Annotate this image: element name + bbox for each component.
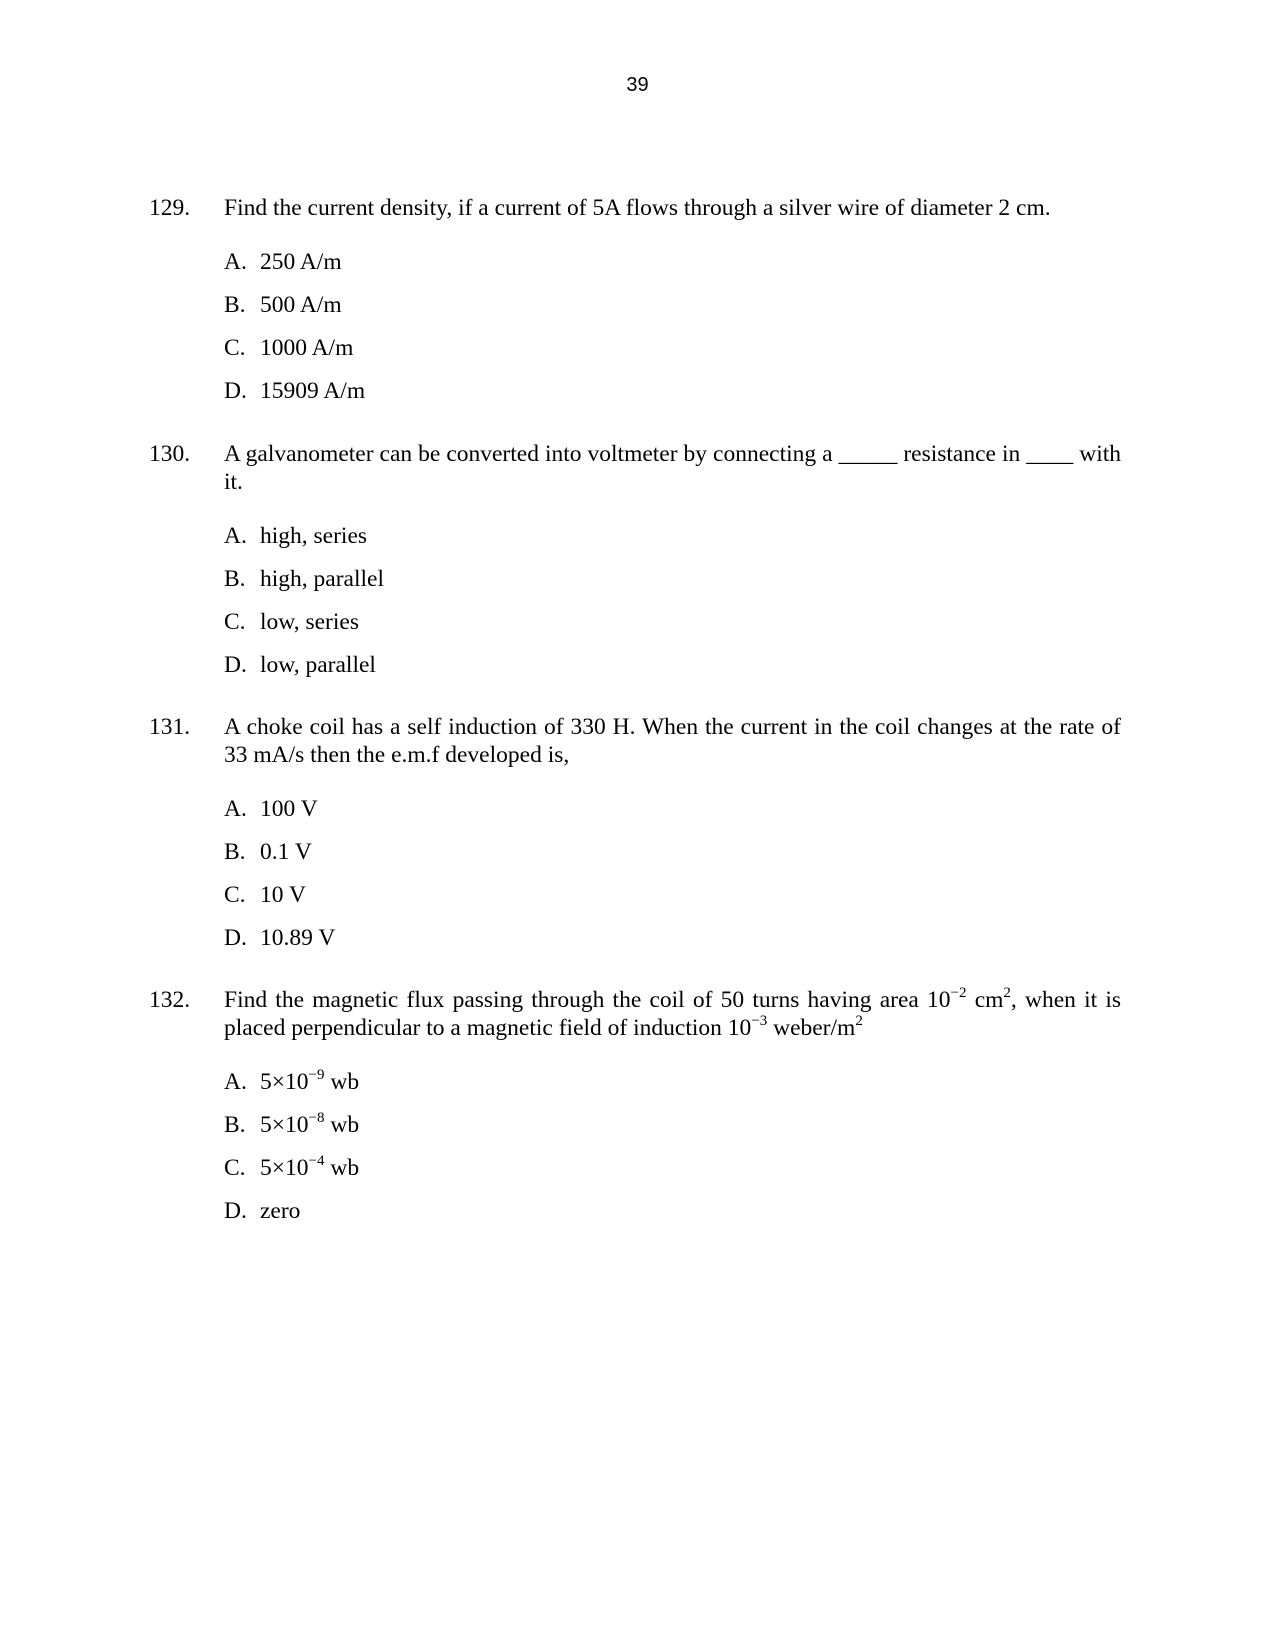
option-text: zero [260,1198,301,1224]
option-b [224,838,1121,881]
question-130 [149,440,1121,694]
option-letter: A. [224,1069,247,1095]
question-text: A galvanometer can be converted into voltmeter by connecting a _____ resistance in ____ with it. [224,441,1121,495]
option-text: 1000 A/m [260,335,354,361]
options-list [224,522,1121,694]
question-number: 132. [149,987,191,1013]
option-text: 500 A/m [260,292,342,318]
option-b [224,291,1121,334]
option-text: high, parallel [260,566,384,592]
option-letter: A. [224,796,247,822]
option-text: low, parallel [260,652,376,678]
option-text: $5\times 10^{-9}$ wb [260,1067,360,1095]
option-text: $5\times 10^{-8}$ wb [260,1110,360,1138]
option-letter: B. [224,839,246,865]
question-number: 129. [149,195,191,221]
question-132 [149,986,1121,1240]
option-letter: C. [224,335,246,361]
question-text: A choke coil has a self induction of 330 H. When the current in the coil changes at the rate of 33 mA/s then the e.m.f developed is, [224,714,1121,768]
option-c [224,881,1121,924]
option-letter: C. [224,882,246,908]
option-text: 250 A/m [260,249,342,275]
option-d [224,651,1121,694]
option-text: 0.1 V [260,839,312,865]
question-129 [149,194,1121,420]
option-letter: D. [224,925,247,951]
question-text: Find the magnetic flux passing through the coil of 50 turns having area $10^{-2}$ $cm^2$, when it is placed perpendicular to a magnetic field of induction $10^{-3}$ weber/$m^2$ [224,985,1121,1041]
question-number: 131. [149,714,191,740]
option-letter: C. [224,609,246,635]
option-b [224,1111,1121,1154]
question-131 [149,713,1121,967]
options-list [224,248,1121,420]
option-a [224,522,1121,565]
option-letter: B. [224,566,246,592]
option-letter: D. [224,652,247,678]
option-a [224,248,1121,291]
option-text: 100 V [260,796,318,822]
option-letter: B. [224,292,246,318]
option-letter: D. [224,378,247,404]
question-number: 130. [149,441,191,467]
option-text: $5\times 10^{-4}$ wb [260,1153,360,1181]
option-letter: A. [224,249,247,275]
option-a [224,795,1121,838]
option-a [224,1068,1121,1111]
options-list [224,795,1121,967]
option-d [224,377,1121,420]
option-text: 15909 A/m [260,378,366,404]
option-c [224,608,1121,651]
option-b [224,565,1121,608]
option-letter: C. [224,1155,246,1181]
option-letter: A. [224,523,247,549]
option-text: high, series [260,523,368,549]
option-c [224,334,1121,377]
option-letter: B. [224,1112,246,1138]
option-d [224,1197,1121,1240]
option-c [224,1154,1121,1197]
page-number: 39 [626,74,649,96]
option-letter: D. [224,1198,247,1224]
option-text: 10 V [260,882,306,908]
option-d [224,924,1121,967]
options-list [224,1068,1121,1240]
option-text: low, series [260,609,359,635]
question-text: Find the current density, if a current of 5A flows through a silver wire of diameter 2 cm. [224,195,1051,221]
option-text: 10.89 V [260,925,336,951]
